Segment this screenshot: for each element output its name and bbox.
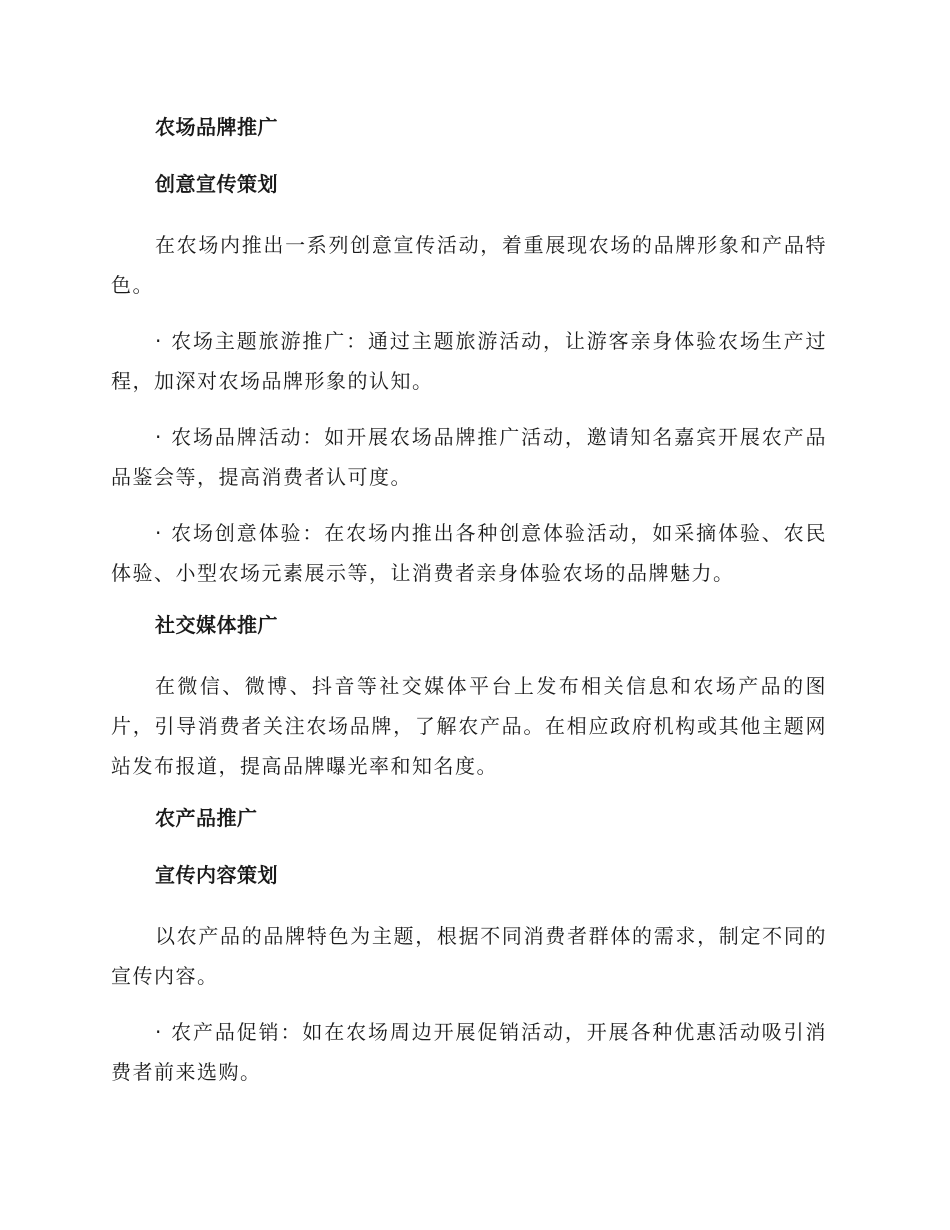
- subsection-heading-social-media: 社交媒体推广: [155, 613, 278, 637]
- bullet-creative-experience: · 农场创意体验：在农场内推出各种创意体验活动，如采摘体验、农民体验、小型农场元素展示等，让消费者亲身体验农场的品牌魅力。: [111, 521, 827, 585]
- subsection-heading-content-planning: 宣传内容策划: [155, 863, 278, 887]
- subsection-heading-creative-promotion: 创意宣传策划: [155, 172, 278, 196]
- bullet-product-sales: · 农产品促销：如在农场周边开展促销活动，开展各种优惠活动吸引消费者前来选购。: [111, 1020, 827, 1084]
- section-heading-product-promotion: 农产品推广: [155, 806, 258, 830]
- paragraph-social-media: 在微信、微博、抖音等社交媒体平台上发布相关信息和农场产品的图片，引导消费者关注农场品牌，了解农产品。在相应政府机构或其他主题网站发布报道，提高品牌曝光率和知名度。: [111, 674, 827, 778]
- section-heading-farm-brand: 农场品牌推广: [155, 115, 278, 139]
- bullet-brand-activity: · 农场品牌活动：如开展农场品牌推广活动，邀请知名嘉宾开展农产品品鉴会等，提高消费者认可度。: [111, 425, 827, 489]
- document-body: [111, 111, 827, 1108]
- paragraph-content-planning: 以农产品的品牌特色为主题，根据不同消费者群体的需求，制定不同的宣传内容。: [111, 924, 827, 988]
- paragraph-creative-intro: 在农场内推出一系列创意宣传活动，着重展现农场的品牌形象和产品特色。: [111, 233, 827, 297]
- bullet-theme-tourism: · 农场主题旅游推广：通过主题旅游活动，让游客亲身体验农场生产过程，加深对农场品牌形象的认知。: [111, 329, 827, 393]
